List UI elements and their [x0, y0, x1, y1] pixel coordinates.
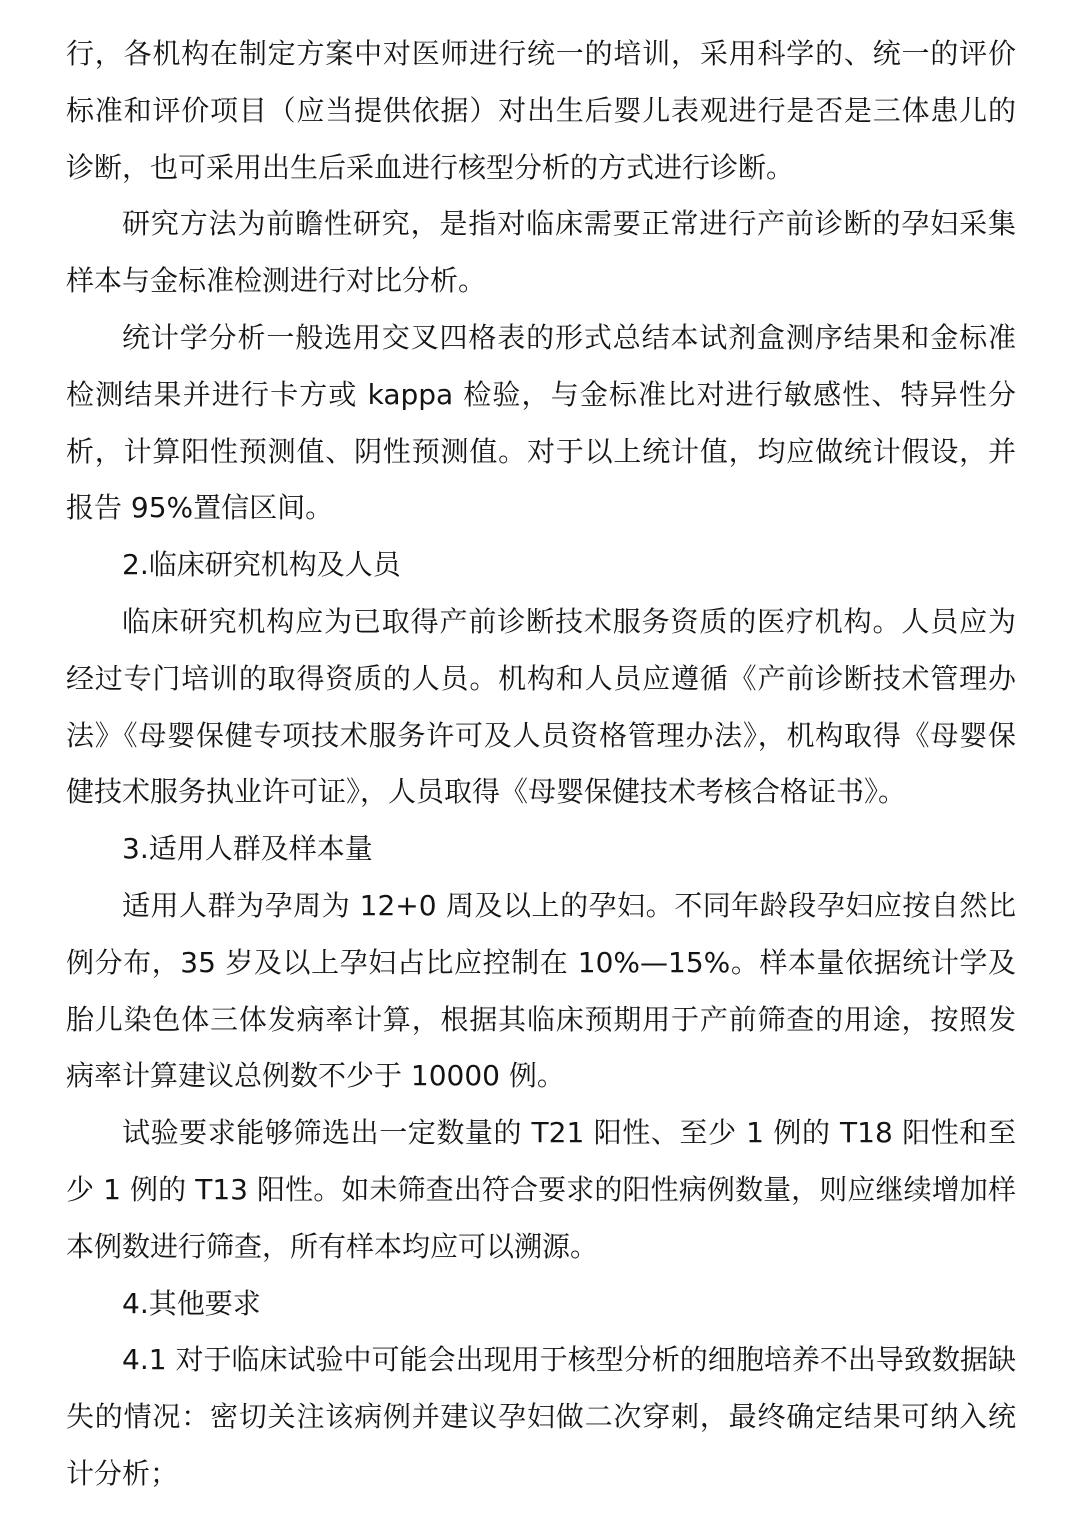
- paragraph-institutions: 临床研究机构应为已取得产前诊断技术服务资质的医疗机构。人员应为经过专门培训的取得资质的人员。机构和人员应遵循《产前诊断技术管理办法》《母婴保健专项技术服务许可及人员资格管理办法》，机构取得《母婴保健技术服务执业许可证》，人员取得《母婴保健技术考核合格证书》。: [66, 604, 1016, 809]
- section-heading-2: 2.临床研究机构及人员: [122, 548, 401, 582]
- paragraph-research-method: 研究方法为前瞻性研究，是指对临床需要正常进行产前诊断的孕妇采集样本与金标准检测进行对比分析。: [66, 207, 1016, 298]
- paragraph-population: 适用人群为孕周为 12+0 周及以上的孕妇。不同年龄段孕妇应按自然比例分布，35 岁及以上孕妇占比应控制在 10%—15%。样本量依据统计学及胎儿染色体三体发病率计算，根据其临床预期用于产前筛查的用途，按照发病率计算建议总例数不少于 10000 例。: [66, 888, 1016, 1093]
- paragraph-statistics: 统计学分析一般选用交叉四格表的形式总结本试剂盒测序结果和金标准检测结果并进行卡方或 kappa 检验，与金标准比对进行敏感性、特异性分析，计算阳性预测值、阴性预测值。对于以上统计值，均应做统计假设，并报告 95%置信区间。: [66, 320, 1016, 525]
- paragraph-screening: 试验要求能够筛选出一定数量的 T21 阳性、至少 1 例的 T18 阳性和至少 1 例的 T13 阳性。如未筛查出符合要求的阳性病例数量，则应继续增加样本例数进行筛查，所有样本均应可以溯源。: [66, 1116, 1016, 1263]
- paragraph-continued-intro: 行，各机构在制定方案中对医师进行统一的培训，采用科学的、统一的评价标准和评价项目（应当提供依据）对出生后婴儿表观进行是否是三体患儿的诊断，也可采用出生后采血进行核型分析的方式进行诊断。: [66, 37, 1016, 184]
- document-page: [66, 26, 1016, 1503]
- section-heading-4: 4.其他要求: [122, 1286, 261, 1320]
- section-heading-3: 3.适用人群及样本量: [122, 832, 373, 866]
- paragraph-4-1: 4.1 对于临床试验中可能会出现用于核型分析的细胞培养不出导致数据缺失的情况：密切关注该病例并建议孕妇做二次穿刺，最终确定结果可纳入统计分析；: [66, 1343, 1016, 1490]
